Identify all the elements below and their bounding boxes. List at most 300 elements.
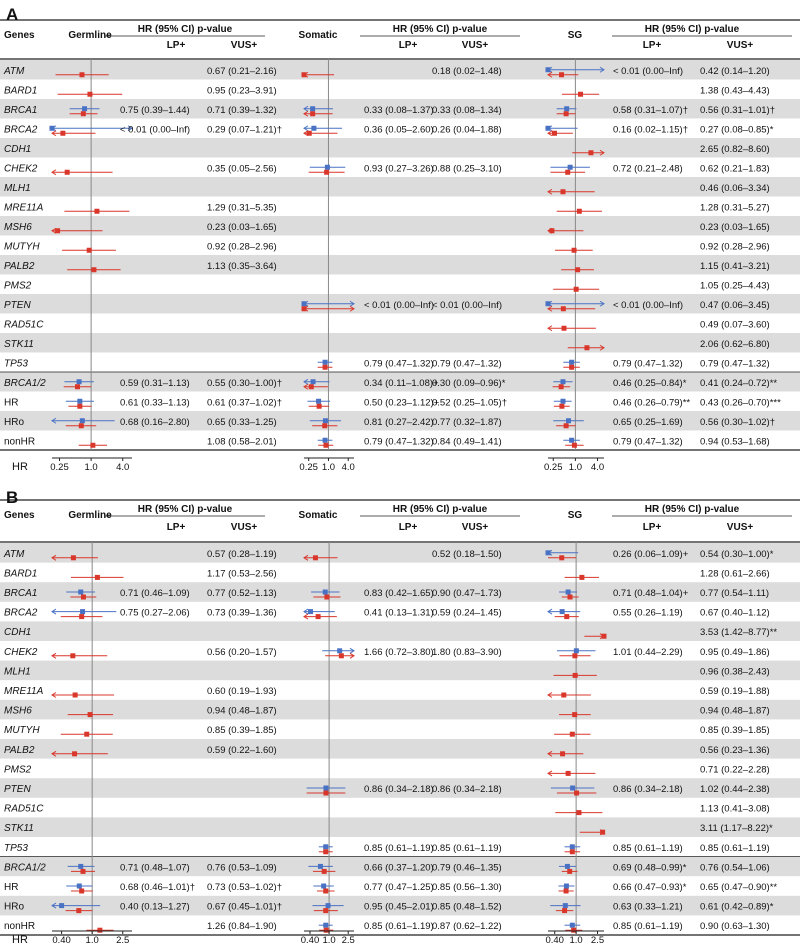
vus-hr-value: 0.65 (0.33–1.25) xyxy=(207,416,277,428)
lp-hr-value: < 0.01 (0.00–Inf) xyxy=(120,124,190,136)
vus-hr-value: 0.94 (0.53–1.68) xyxy=(700,436,770,448)
gene-label: RAD51C xyxy=(4,319,44,331)
point-estimate-vus xyxy=(60,131,65,136)
vus-hr-value: 0.90 (0.63–1.30) xyxy=(700,921,770,933)
point-estimate-lp xyxy=(311,126,316,131)
point-estimate-vus xyxy=(565,170,570,175)
gene-label: BRCA1/2 xyxy=(4,862,46,874)
point-estimate-lp xyxy=(318,864,323,869)
vus-hr-value: 3.53 (1.42–8.77)** xyxy=(700,627,778,639)
vus-hr-value: 0.56 (0.23–1.36) xyxy=(700,744,770,756)
point-estimate-vus xyxy=(560,751,565,756)
panel-a xyxy=(0,20,800,461)
point-estimate-vus xyxy=(323,889,328,894)
vus-hr-value: 0.62 (0.21–1.83) xyxy=(700,163,770,175)
row-shade xyxy=(0,138,800,158)
row-shade xyxy=(0,700,800,720)
vus-hr-value: 0.54 (0.30–1.00)* xyxy=(700,548,774,560)
x-tick-label: 0.25 xyxy=(543,462,563,473)
x-tick-label: 4.0 xyxy=(341,462,355,473)
point-estimate-lp xyxy=(77,379,82,384)
lp-hr-value: 0.79 (0.47–1.32) xyxy=(364,358,434,370)
hr-ci-header: HR (95% CI) p-value xyxy=(644,24,740,35)
lp-hr-value: 0.72 (0.21–2.48) xyxy=(613,163,683,175)
lp-hr-value: 0.85 (0.61–1.19) xyxy=(613,842,683,854)
point-estimate-vus xyxy=(81,111,86,116)
vus-hr-value: 0.67 (0.21–2.16) xyxy=(207,65,277,77)
vus-hr-value: 0.88 (0.25–3.10) xyxy=(432,163,502,175)
point-estimate-vus xyxy=(569,365,574,370)
vus-hr-value: 0.94 (0.48–1.87) xyxy=(207,705,277,717)
row-shade xyxy=(0,661,800,681)
gene-label: CDH1 xyxy=(4,627,32,639)
point-estimate-vus xyxy=(559,555,564,560)
lp-hr-value: 0.66 (0.47–0.93)* xyxy=(613,882,687,893)
gene-label: PALB2 xyxy=(4,744,35,756)
vus-hr-value: 0.92 (0.28–2.96) xyxy=(700,241,770,253)
point-estimate-vus xyxy=(65,170,70,175)
vus-hr-value: 0.87 (0.62–1.22) xyxy=(432,921,502,933)
gene-label: PMS2 xyxy=(4,764,32,776)
point-estimate-vus xyxy=(79,72,84,77)
x-tick-label: 0.25 xyxy=(50,462,69,473)
gene-label: STK11 xyxy=(4,823,34,835)
lp-hr-value: 0.75 (0.27–2.06) xyxy=(120,607,190,619)
point-estimate-vus xyxy=(95,575,100,580)
gene-label: HRo xyxy=(4,416,25,428)
point-estimate-vus xyxy=(549,228,554,233)
point-estimate-lp xyxy=(546,126,551,131)
point-estimate-vus xyxy=(574,287,579,292)
point-estimate-vus xyxy=(323,443,328,448)
group-header-germline: Germline xyxy=(68,510,112,521)
point-estimate-vus xyxy=(570,732,575,737)
lp-hr-value: 0.59 (0.31–1.13) xyxy=(120,377,190,389)
point-estimate-lp xyxy=(323,844,328,849)
point-estimate-vus xyxy=(568,595,573,600)
group-header-sg: SG xyxy=(567,510,583,521)
gene-label: CHEK2 xyxy=(4,163,38,175)
point-estimate-vus xyxy=(559,72,564,77)
x-tick-label: 2.5 xyxy=(341,935,355,945)
lp-hr-value: < 0.01 (0.00–Inf) xyxy=(613,299,683,311)
vus-hr-value: 0.85 (0.56–1.30) xyxy=(432,882,502,893)
vus-hr-value: 0.79 (0.46–1.35) xyxy=(432,862,502,874)
point-estimate-lp xyxy=(546,67,551,72)
vus-hr-value: 0.61 (0.42–0.89)* xyxy=(700,901,774,913)
vus-hr-value: 1.26 (0.84–1.90) xyxy=(207,921,277,933)
x-tick-label: 1.0 xyxy=(85,935,99,945)
gene-label: BRCA1 xyxy=(4,104,38,116)
panel-letter: A xyxy=(6,5,19,24)
vus-hr-value: 0.56 (0.20–1.57) xyxy=(207,646,277,658)
vus-hr-value: 0.61 (0.37–1.02)† xyxy=(207,397,283,409)
point-estimate-lp xyxy=(546,301,551,306)
point-estimate-lp xyxy=(564,106,569,111)
point-estimate-vus xyxy=(567,869,572,874)
x-tick-label: 4.0 xyxy=(590,462,605,473)
lp-hr-value: 0.36 (0.05–2.60) xyxy=(364,124,434,136)
gene-label: nonHR xyxy=(4,921,36,933)
point-estimate-vus xyxy=(564,889,569,894)
hr-ci-header: HR (95% CI) p-value xyxy=(392,24,488,35)
point-estimate-lp xyxy=(311,379,316,384)
vus-hr-value: 0.76 (0.54–1.06) xyxy=(700,862,770,874)
point-estimate-vus xyxy=(564,111,569,116)
vus-hr-value: 0.95 (0.49–1.86) xyxy=(700,646,770,658)
lp-hr-value: 0.26 (0.06–1.09)+ xyxy=(613,548,689,560)
gene-label: PTEN xyxy=(4,299,31,311)
point-estimate-vus xyxy=(322,423,327,428)
point-estimate-lp xyxy=(82,106,87,111)
lp-hr-value: 0.46 (0.25–0.84)* xyxy=(613,377,687,389)
x-tick-label: 1.0 xyxy=(322,935,336,945)
point-estimate-vus xyxy=(561,326,566,331)
point-estimate-vus xyxy=(552,131,557,136)
point-estimate-lp xyxy=(569,438,574,443)
vus-hr-value: 0.67 (0.45–1.01)† xyxy=(207,901,283,913)
lp-header: LP+ xyxy=(398,40,418,51)
point-estimate-lp xyxy=(80,418,85,423)
vus-hr-value: 0.79 (0.47–1.32) xyxy=(700,358,770,370)
gene-label: ATM xyxy=(4,548,25,560)
point-estimate-vus xyxy=(81,595,86,600)
point-estimate-vus xyxy=(302,306,307,311)
lp-header: LP+ xyxy=(166,522,186,533)
x-tick-label: 0.25 xyxy=(299,462,318,473)
genes-header: Genes xyxy=(4,510,35,521)
lp-hr-value: 0.68 (0.46–1.01)† xyxy=(120,882,196,893)
row-shade xyxy=(0,333,800,353)
vus-hr-value: 0.71 (0.39–1.32) xyxy=(207,104,277,116)
lp-hr-value: 0.58 (0.31–1.07)† xyxy=(613,104,689,116)
point-estimate-vus xyxy=(87,92,92,97)
x-axis-label: HR xyxy=(12,461,28,473)
point-estimate-vus xyxy=(97,928,102,933)
point-estimate-vus xyxy=(71,555,76,560)
point-estimate-vus xyxy=(572,653,577,658)
vus-hr-value: 1.80 (0.83–3.90) xyxy=(432,646,502,658)
point-estimate-vus xyxy=(79,423,84,428)
point-estimate-vus xyxy=(323,365,328,370)
point-estimate-vus xyxy=(316,614,321,619)
vus-hr-value: 0.85 (0.39–1.85) xyxy=(207,725,277,737)
point-estimate-vus xyxy=(572,248,577,253)
point-estimate-lp xyxy=(570,786,575,791)
point-estimate-lp xyxy=(316,399,321,404)
vus-hr-value: 0.60 (0.19–1.93) xyxy=(207,686,277,697)
lp-hr-value: 0.71 (0.46–1.09) xyxy=(120,588,190,599)
lp-hr-value: 0.33 (0.08–1.37) xyxy=(364,104,434,116)
vus-hr-value: 0.52 (0.25–1.05)† xyxy=(432,397,508,409)
vus-hr-value: 0.73 (0.39–1.36) xyxy=(207,607,277,619)
point-estimate-vus xyxy=(75,384,80,389)
point-estimate-lp xyxy=(570,923,575,928)
point-estimate-vus xyxy=(322,869,327,874)
vus-hr-value: 0.56 (0.31–1.01)† xyxy=(700,104,776,116)
point-estimate-lp xyxy=(50,126,55,131)
gene-label: BRCA1/2 xyxy=(4,377,46,389)
point-estimate-vus xyxy=(602,634,607,639)
lp-hr-value: 0.93 (0.27–3.26) xyxy=(364,163,434,175)
vus-header: VUS+ xyxy=(461,40,489,51)
vus-hr-value: 1.17 (0.53–2.56) xyxy=(207,568,277,580)
gene-label: RAD51C xyxy=(4,803,44,815)
vus-hr-value: 0.49 (0.07–3.60) xyxy=(700,319,770,331)
point-estimate-vus xyxy=(302,72,307,77)
vus-hr-value: 0.52 (0.18–1.50) xyxy=(432,548,502,560)
point-estimate-vus xyxy=(600,830,605,835)
panel-letter: B xyxy=(6,488,19,507)
vus-header: VUS+ xyxy=(726,522,754,533)
lp-hr-value: 0.81 (0.27–2.42) xyxy=(364,416,434,428)
lp-hr-value: < 0.01 (0.00–Inf) xyxy=(364,299,434,311)
point-estimate-vus xyxy=(561,306,566,311)
point-estimate-vus xyxy=(339,653,344,658)
vus-hr-value: 1.13 (0.41–3.08) xyxy=(700,803,770,815)
x-tick-label: 2.5 xyxy=(590,935,605,945)
point-estimate-vus xyxy=(323,908,328,913)
vus-hr-value: 0.23 (0.03–1.65) xyxy=(207,221,277,233)
vus-header: VUS+ xyxy=(230,522,258,533)
point-estimate-lp xyxy=(78,590,83,595)
lp-hr-value: 0.16 (0.02–1.15)† xyxy=(613,124,689,136)
vus-hr-value: 0.18 (0.02–1.48) xyxy=(432,65,502,77)
point-estimate-lp xyxy=(560,399,565,404)
vus-hr-value: 0.85 (0.61–1.19) xyxy=(432,842,502,854)
point-estimate-vus xyxy=(76,908,81,913)
vus-hr-value: 0.95 (0.23–3.91) xyxy=(207,85,277,97)
point-estimate-lp xyxy=(565,864,570,869)
point-estimate-lp xyxy=(337,648,342,653)
point-estimate-vus xyxy=(72,751,77,756)
row-shade xyxy=(0,216,800,236)
point-estimate-vus xyxy=(79,889,84,894)
point-estimate-vus xyxy=(313,555,318,560)
point-estimate-vus xyxy=(571,928,576,933)
vus-hr-value: 0.77 (0.32–1.87) xyxy=(432,416,502,428)
gene-label: MLH1 xyxy=(4,666,31,678)
group-header-germline: Germline xyxy=(68,30,112,41)
point-estimate-vus xyxy=(91,267,96,272)
lp-header: LP+ xyxy=(398,522,418,533)
point-estimate-lp xyxy=(568,165,573,170)
genes-header: Genes xyxy=(4,30,35,41)
vus-hr-value: 0.79 (0.47–1.32) xyxy=(432,358,502,370)
gene-label: BRCA2 xyxy=(4,607,38,619)
vus-hr-value: 0.46 (0.06–3.34) xyxy=(700,182,770,194)
vus-hr-value: 0.84 (0.49–1.41) xyxy=(432,436,502,448)
point-estimate-lp xyxy=(302,301,307,306)
lp-hr-value: 0.79 (0.47–1.32) xyxy=(613,358,683,370)
lp-hr-value: 0.66 (0.37–1.20) xyxy=(364,862,434,874)
point-estimate-vus xyxy=(309,384,314,389)
point-estimate-vus xyxy=(324,595,329,600)
vus-hr-value: 1.15 (0.41–3.21) xyxy=(700,260,770,272)
point-estimate-lp xyxy=(569,360,574,365)
group-header-sg: SG xyxy=(567,30,583,41)
lp-hr-value: 0.75 (0.39–1.44) xyxy=(120,104,190,116)
vus-hr-value: 0.67 (0.40–1.12) xyxy=(700,607,770,619)
vus-header: VUS+ xyxy=(461,522,489,533)
lp-hr-value: 0.83 (0.42–1.65) xyxy=(364,588,434,599)
point-estimate-vus xyxy=(572,443,577,448)
vus-hr-value: 0.29 (0.07–1.21)† xyxy=(207,124,283,136)
vus-hr-value: 0.77 (0.54–1.11) xyxy=(700,588,770,599)
gene-label: PMS2 xyxy=(4,280,32,292)
point-estimate-vus xyxy=(324,170,329,175)
lp-hr-value: 0.63 (0.33–1.21) xyxy=(613,901,683,913)
lp-hr-value: 0.86 (0.34–2.18) xyxy=(613,784,683,795)
vus-hr-value: 0.85 (0.61–1.19) xyxy=(700,842,770,854)
point-estimate-vus xyxy=(73,693,78,698)
point-estimate-lp xyxy=(566,418,571,423)
lp-header: LP+ xyxy=(166,40,186,51)
point-estimate-lp xyxy=(78,864,83,869)
point-estimate-vus xyxy=(81,869,86,874)
point-estimate-vus xyxy=(94,209,99,214)
lp-hr-value: 0.34 (0.11–1.08)+ xyxy=(364,377,439,389)
lp-header: LP+ xyxy=(642,522,662,533)
vus-hr-value: 1.05 (0.25–4.43) xyxy=(700,280,770,292)
vus-hr-value: 0.85 (0.39–1.85) xyxy=(700,725,770,737)
point-estimate-vus xyxy=(588,150,593,155)
gene-label: TP53 xyxy=(4,842,28,854)
point-estimate-lp xyxy=(77,399,82,404)
gene-label: nonHR xyxy=(4,436,36,448)
point-estimate-lp xyxy=(560,379,565,384)
vus-hr-value: 0.96 (0.38–2.43) xyxy=(700,666,770,678)
lp-hr-value: 1.66 (0.72–3.80) xyxy=(364,646,434,658)
point-estimate-lp xyxy=(566,590,571,595)
vus-hr-value: 0.71 (0.22–2.28) xyxy=(700,764,770,776)
hr-ci-header: HR (95% CI) p-value xyxy=(137,24,233,35)
point-estimate-vus xyxy=(562,908,567,913)
vus-hr-value: 0.30 (0.09–0.96)* xyxy=(432,377,506,389)
vus-hr-value: 0.56 (0.30–1.02)† xyxy=(700,416,776,428)
gene-label: MRE11A xyxy=(4,686,44,697)
lp-hr-value: 0.85 (0.61–1.19) xyxy=(613,921,683,933)
point-estimate-vus xyxy=(79,614,84,619)
point-estimate-lp xyxy=(564,884,569,889)
vus-hr-value: 0.86 (0.34–2.18) xyxy=(432,784,502,795)
point-estimate-vus xyxy=(561,693,566,698)
gene-label: MUTYH xyxy=(4,241,40,253)
vus-hr-value: 0.59 (0.24–1.45) xyxy=(432,607,502,619)
vus-hr-value: 0.35 (0.05–2.56) xyxy=(207,163,277,175)
vus-hr-value: 0.90 (0.47–1.73) xyxy=(432,588,502,599)
lp-hr-value: 0.41 (0.13–1.31) xyxy=(364,607,434,619)
point-estimate-vus xyxy=(572,712,577,717)
point-estimate-lp xyxy=(546,550,551,555)
vus-hr-value: 0.92 (0.28–2.96) xyxy=(207,241,277,253)
point-estimate-vus xyxy=(577,209,582,214)
point-estimate-vus xyxy=(77,404,82,409)
vus-hr-value: 1.08 (0.58–2.01) xyxy=(207,436,277,448)
vus-hr-value: 1.29 (0.31–5.35) xyxy=(207,202,277,214)
point-estimate-vus xyxy=(579,575,584,580)
point-estimate-vus xyxy=(88,712,93,717)
x-tick-label: 0.40 xyxy=(52,935,71,945)
vus-hr-value: 2.06 (0.62–6.80) xyxy=(700,338,770,350)
lp-hr-value: 0.71 (0.48–1.07) xyxy=(120,862,190,874)
hr-ci-header: HR (95% CI) p-value xyxy=(644,504,740,515)
row-shade xyxy=(0,255,800,275)
point-estimate-vus xyxy=(560,189,565,194)
gene-label: HR xyxy=(4,882,19,893)
point-estimate-vus xyxy=(84,732,89,737)
vus-hr-value: 0.59 (0.22–1.60) xyxy=(207,744,277,756)
point-estimate-vus xyxy=(559,384,564,389)
vus-hr-value: 0.26 (0.04–1.88) xyxy=(432,124,502,136)
x-axis-label: HR xyxy=(12,934,28,945)
point-estimate-vus xyxy=(559,404,564,409)
x-tick-label: 1.0 xyxy=(84,462,98,473)
x-tick-label: 1.0 xyxy=(321,462,336,473)
x-tick-label: 1.0 xyxy=(568,462,582,473)
point-estimate-lp xyxy=(310,106,315,111)
point-estimate-vus xyxy=(323,791,328,796)
gene-label: BARD1 xyxy=(4,85,38,97)
gene-label: HR xyxy=(4,397,19,409)
point-estimate-lp xyxy=(323,418,328,423)
point-estimate-lp xyxy=(321,884,326,889)
vus-hr-value: 0.85 (0.48–1.52) xyxy=(432,901,502,913)
vus-hr-value: 0.94 (0.48–1.87) xyxy=(700,705,770,717)
vus-hr-value: 3.11 (1.17–8.22)* xyxy=(700,823,773,835)
gene-label: TP53 xyxy=(4,358,28,370)
point-estimate-lp xyxy=(308,609,313,614)
point-estimate-lp xyxy=(563,903,568,908)
lp-hr-value: 0.85 (0.61–1.19) xyxy=(364,921,434,933)
point-estimate-lp xyxy=(323,438,328,443)
lp-hr-value: 0.71 (0.48–1.04)+ xyxy=(613,588,689,599)
gene-label: MRE11A xyxy=(4,202,44,214)
lp-hr-value: 0.77 (0.47–1.25) xyxy=(364,882,434,893)
lp-hr-value: 0.46 (0.26–0.79)** xyxy=(613,397,691,409)
point-estimate-lp xyxy=(323,923,328,928)
point-estimate-vus xyxy=(564,423,569,428)
vus-hr-value: 0.55 (0.30–1.00)† xyxy=(207,377,283,389)
lp-hr-value: 0.50 (0.23–1.12)+ xyxy=(364,397,440,409)
point-estimate-vus xyxy=(70,653,75,658)
point-estimate-vus xyxy=(317,404,322,409)
gene-label: MUTYH xyxy=(4,725,40,737)
lp-hr-value: 0.61 (0.33–1.13) xyxy=(120,397,190,409)
vus-hr-value: 0.41 (0.24–0.72)** xyxy=(700,377,778,389)
point-estimate-vus xyxy=(584,345,589,350)
point-estimate-lp xyxy=(570,844,575,849)
row-shade xyxy=(0,817,800,837)
vus-hr-value: 0.42 (0.14–1.20) xyxy=(700,65,770,77)
hr-ci-header: HR (95% CI) p-value xyxy=(392,504,488,515)
gene-label: MSH6 xyxy=(4,705,32,717)
point-estimate-vus xyxy=(578,92,583,97)
point-estimate-vus xyxy=(564,614,569,619)
vus-header: VUS+ xyxy=(726,40,754,51)
vus-hr-value: 0.47 (0.06–3.45) xyxy=(700,299,770,311)
vus-hr-value: 1.13 (0.35–3.64) xyxy=(207,260,277,272)
lp-hr-value: 0.40 (0.13–1.27) xyxy=(120,901,190,913)
vus-hr-value: 0.77 (0.52–1.13) xyxy=(207,588,277,599)
point-estimate-vus xyxy=(323,849,328,854)
vus-hr-value: 0.33 (0.08–1.34) xyxy=(432,104,502,116)
vus-hr-value: < 0.01 (0.00–Inf) xyxy=(432,299,502,311)
vus-hr-value: 1.28 (0.31–5.27) xyxy=(700,202,770,214)
point-estimate-lp xyxy=(77,884,82,889)
point-estimate-vus xyxy=(575,267,580,272)
vus-hr-value: 2.65 (0.82–8.60) xyxy=(700,143,770,155)
